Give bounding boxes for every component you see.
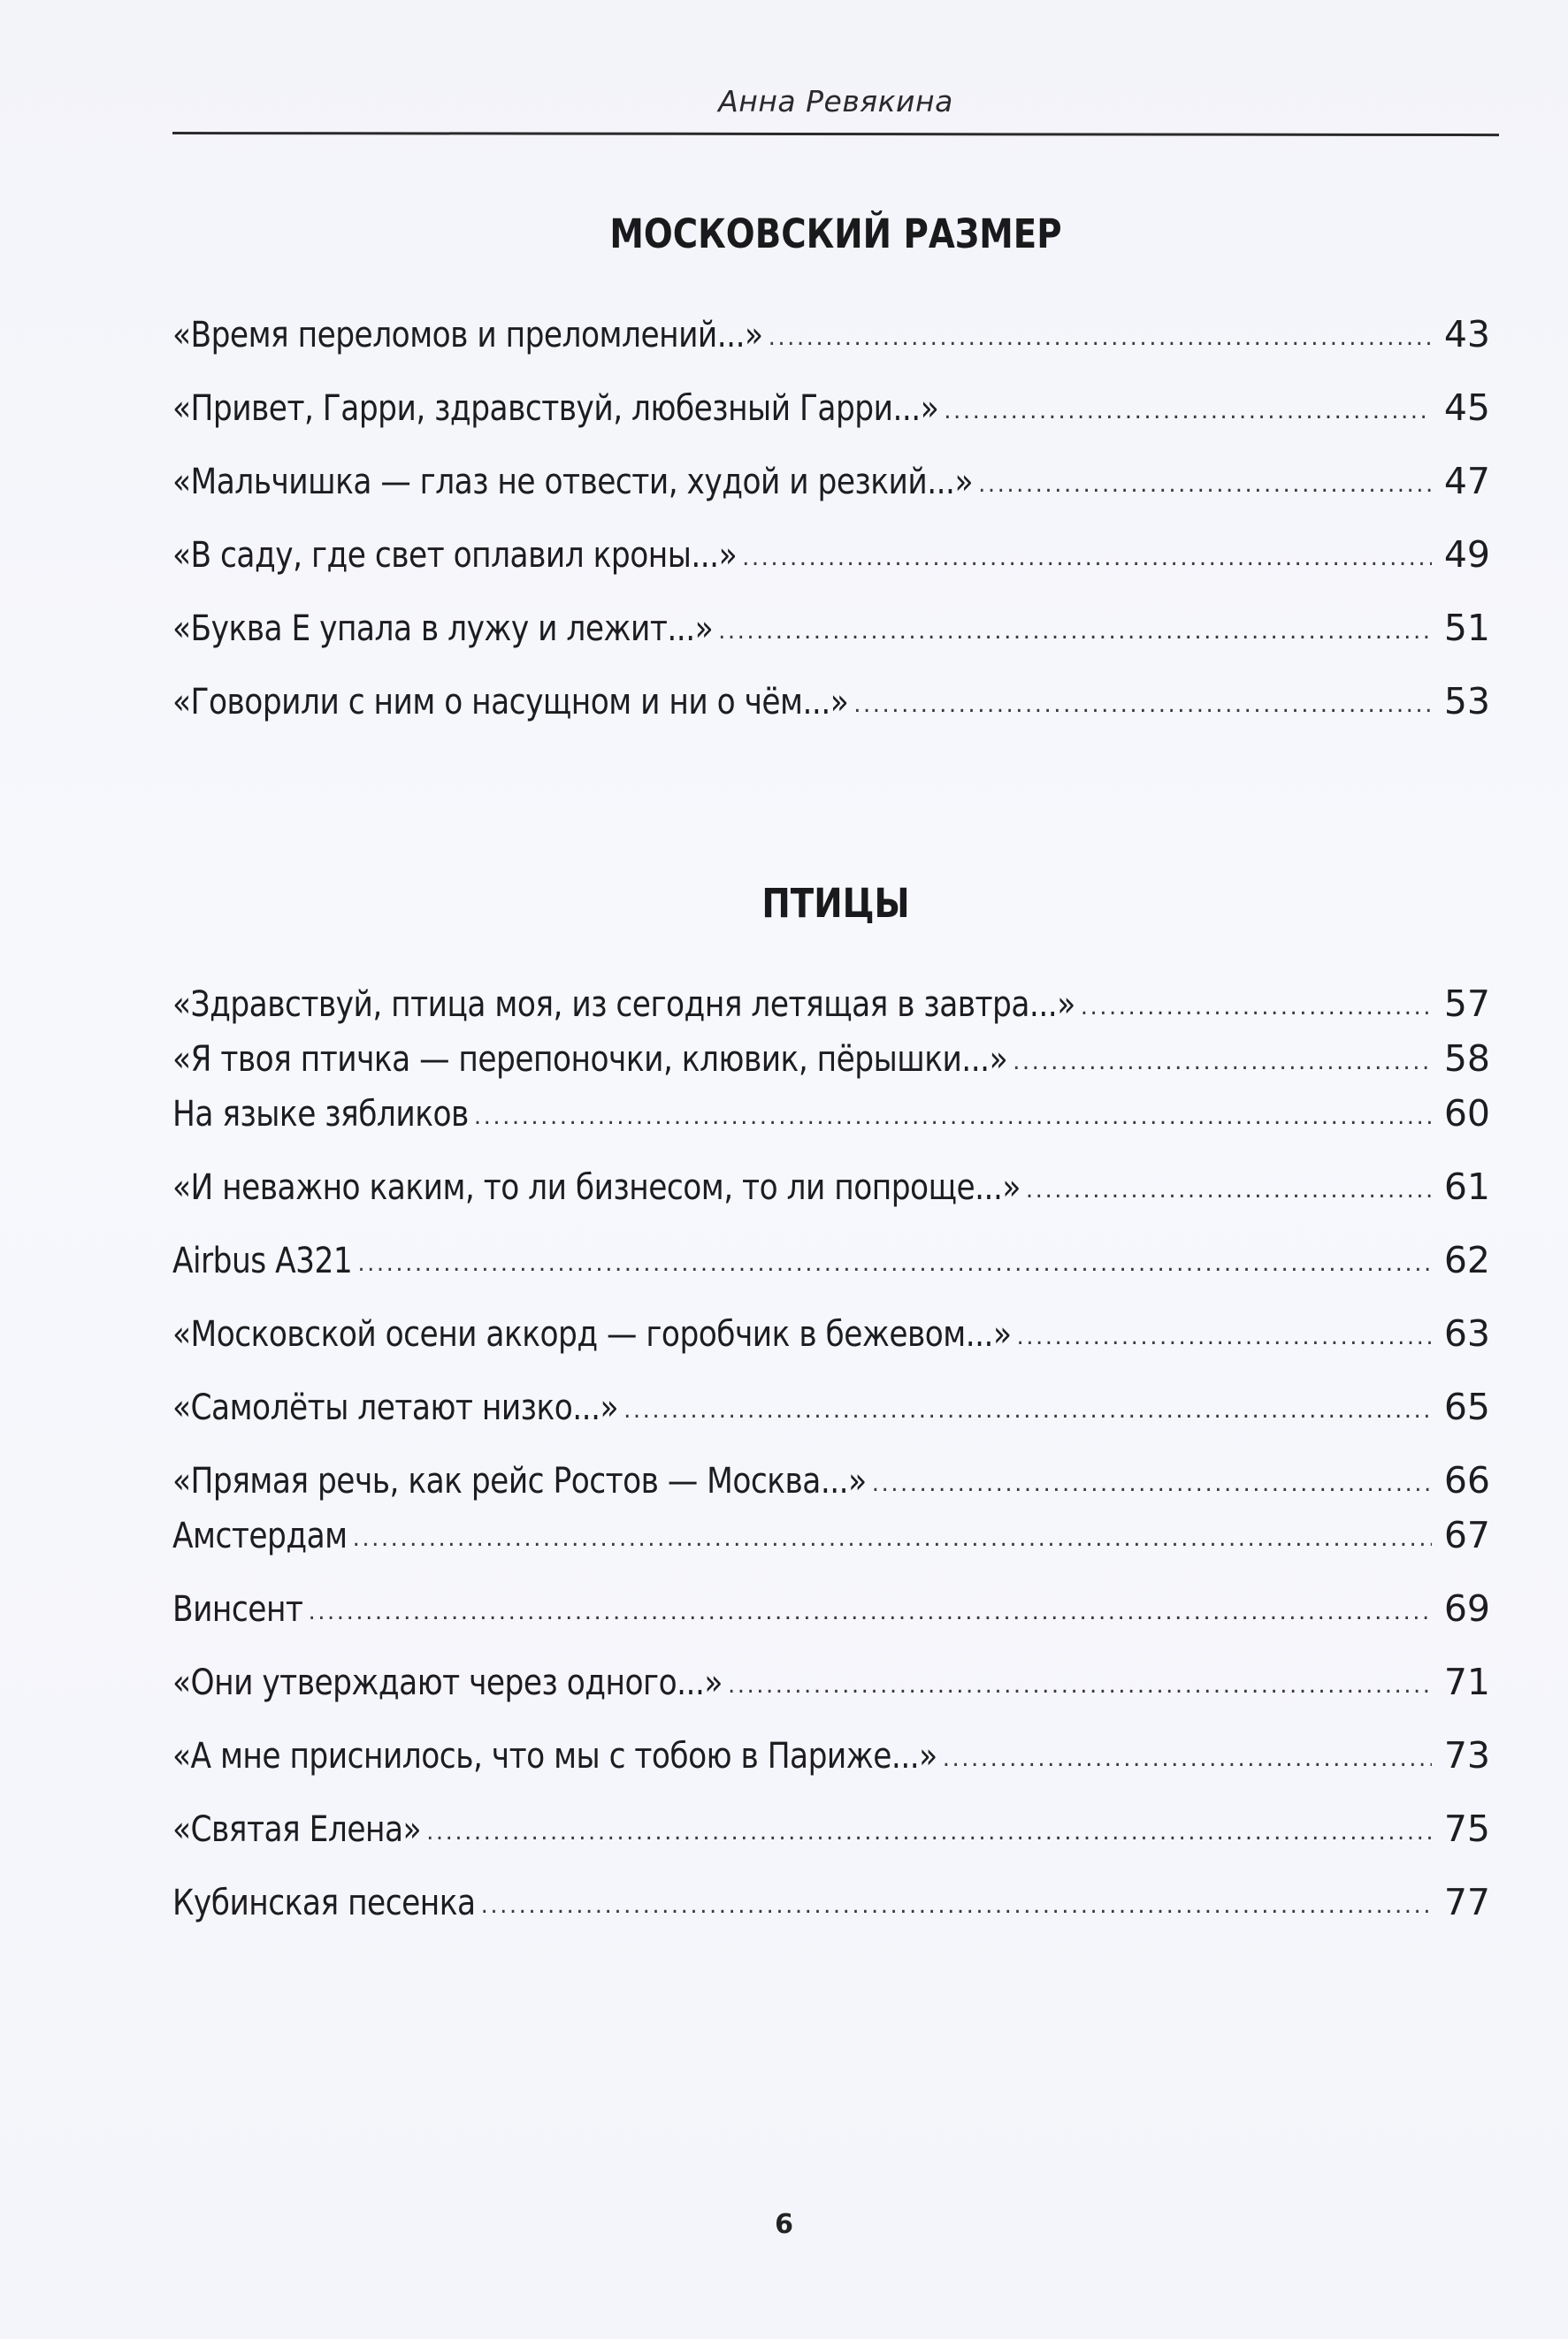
dot-leader [1026, 1179, 1432, 1202]
toc-entry[interactable] [172, 1389, 1490, 1463]
toc-entry[interactable] [172, 1664, 1490, 1738]
toc-entry[interactable] [172, 610, 1490, 684]
toc-entry[interactable] [172, 1463, 1490, 1517]
toc-entry[interactable] [172, 463, 1490, 537]
dot-leader [872, 1472, 1432, 1495]
dot-leader [426, 1821, 1432, 1844]
dot-leader [944, 400, 1432, 423]
dot-leader [1081, 996, 1432, 1019]
toc-entry-page: 47 [1443, 463, 1490, 502]
toc-entry-title: «Прямая речь, как рейс Ростов — Москва...» [172, 1463, 867, 1502]
toc-entry-page: 62 [1443, 1242, 1490, 1281]
dot-leader [357, 1252, 1432, 1275]
toc-entry-page: 60 [1443, 1096, 1490, 1135]
toc-entry-title: «Мальчишка — глаз не отвести, худой и резкий...» [172, 463, 974, 502]
toc-entry-page: 51 [1443, 610, 1490, 649]
toc-entry-page: 75 [1443, 1811, 1490, 1850]
dot-leader [718, 620, 1432, 643]
toc-entry-title: «А мне приснилось, что мы с тобою в Париже...» [172, 1738, 937, 1777]
dot-leader [728, 1674, 1432, 1697]
page-number: 6 [775, 2209, 793, 2240]
toc-entry-page: 67 [1443, 1517, 1490, 1556]
dot-leader [943, 1747, 1432, 1770]
toc-entry[interactable] [172, 1517, 1490, 1591]
toc-entry-title: «Самолёты летают низко...» [172, 1389, 619, 1428]
toc-entry[interactable] [172, 986, 1490, 1041]
toc-entry-page: 49 [1443, 537, 1490, 576]
toc-entry-page: 65 [1443, 1389, 1490, 1428]
toc-entry-title: «Здравствуй, птица моя, из сегодня летящая в завтра...» [172, 986, 1075, 1025]
toc-entry-title: Амстердам [172, 1517, 348, 1556]
dot-leader [978, 473, 1432, 496]
toc-entry[interactable] [172, 1316, 1490, 1389]
toc-entry-title: «И неважно каким, то ли бизнесом, то ли попроще...» [172, 1169, 1021, 1208]
toc-entry-title: «Я твоя птичка — перепоночки, клювик, пёрышки...» [172, 1041, 1008, 1080]
dot-leader [769, 326, 1432, 349]
toc-entry-page: 63 [1443, 1316, 1490, 1355]
toc-entry-page: 69 [1443, 1591, 1490, 1630]
toc-entry-page: 58 [1443, 1041, 1490, 1080]
toc-entry-title: «Говорили с ним о насущном и ни о чём...» [172, 684, 849, 722]
dot-leader [853, 693, 1432, 716]
toc-entry-title: Винсент [172, 1591, 303, 1630]
section-title-ptitsy: ПТИЦЫ [761, 880, 910, 927]
dot-leader [1013, 1051, 1432, 1074]
dot-leader [623, 1399, 1432, 1422]
toc-entry-title: «В саду, где свет оплавил кроны...» [172, 537, 738, 576]
toc-entry-title: «Московской осени аккорд — горобчик в бежевом...» [172, 1316, 1012, 1355]
toc-entry[interactable] [172, 537, 1490, 610]
toc-entry-page: 61 [1443, 1169, 1490, 1208]
dot-leader [309, 1601, 1432, 1624]
toc-entry-page: 73 [1443, 1738, 1490, 1777]
header-rule [172, 132, 1499, 136]
dot-leader [1016, 1326, 1432, 1349]
running-head-author: Анна Ревякина [718, 84, 953, 118]
toc-entry-page: 43 [1443, 317, 1490, 355]
toc-entry-title: На языке зябликов [172, 1096, 469, 1135]
dot-leader [353, 1527, 1432, 1550]
dot-leader [474, 1105, 1432, 1128]
toc-entry-page: 71 [1443, 1664, 1490, 1703]
toc-entry[interactable] [172, 684, 1490, 757]
toc-entry-title: Airbus A321 [172, 1242, 353, 1281]
toc-entry-title: «Буква Е упала в лужу и лежит...» [172, 610, 714, 649]
toc-entry[interactable] [172, 1738, 1490, 1811]
toc-entry-title: «Привет, Гарри, здравствуй, любезный Гарри...» [172, 390, 939, 429]
toc-entry[interactable] [172, 1242, 1490, 1316]
section-title-moskovsky-razmer: МОСКОВСКИЙ РАЗМЕР [609, 210, 1062, 257]
toc-entry-page: 57 [1443, 986, 1490, 1025]
toc-list-section-1 [172, 317, 1490, 757]
toc-entry[interactable] [172, 1041, 1490, 1096]
toc-entry[interactable] [172, 1811, 1490, 1884]
toc-entry[interactable] [172, 1169, 1490, 1242]
toc-entry[interactable] [172, 1096, 1490, 1169]
toc-entry-page: 66 [1443, 1463, 1490, 1502]
toc-entry[interactable] [172, 1884, 1490, 1958]
toc-entry-title: «Время переломов и преломлений...» [172, 317, 763, 355]
toc-entry-page: 77 [1443, 1884, 1490, 1923]
toc-entry[interactable] [172, 390, 1490, 463]
dot-leader [742, 547, 1432, 569]
toc-entry-title: Кубинская песенка [172, 1884, 476, 1923]
toc-entry-title: «Святая Елена» [172, 1811, 422, 1850]
toc-entry-page: 45 [1443, 390, 1490, 429]
toc-list-section-2 [172, 986, 1490, 1958]
toc-entry-page: 53 [1443, 684, 1490, 722]
toc-entry-title: «Они утверждают через одного...» [172, 1664, 723, 1703]
toc-entry[interactable] [172, 1591, 1490, 1664]
toc-entry[interactable] [172, 317, 1490, 390]
dot-leader [481, 1894, 1432, 1917]
